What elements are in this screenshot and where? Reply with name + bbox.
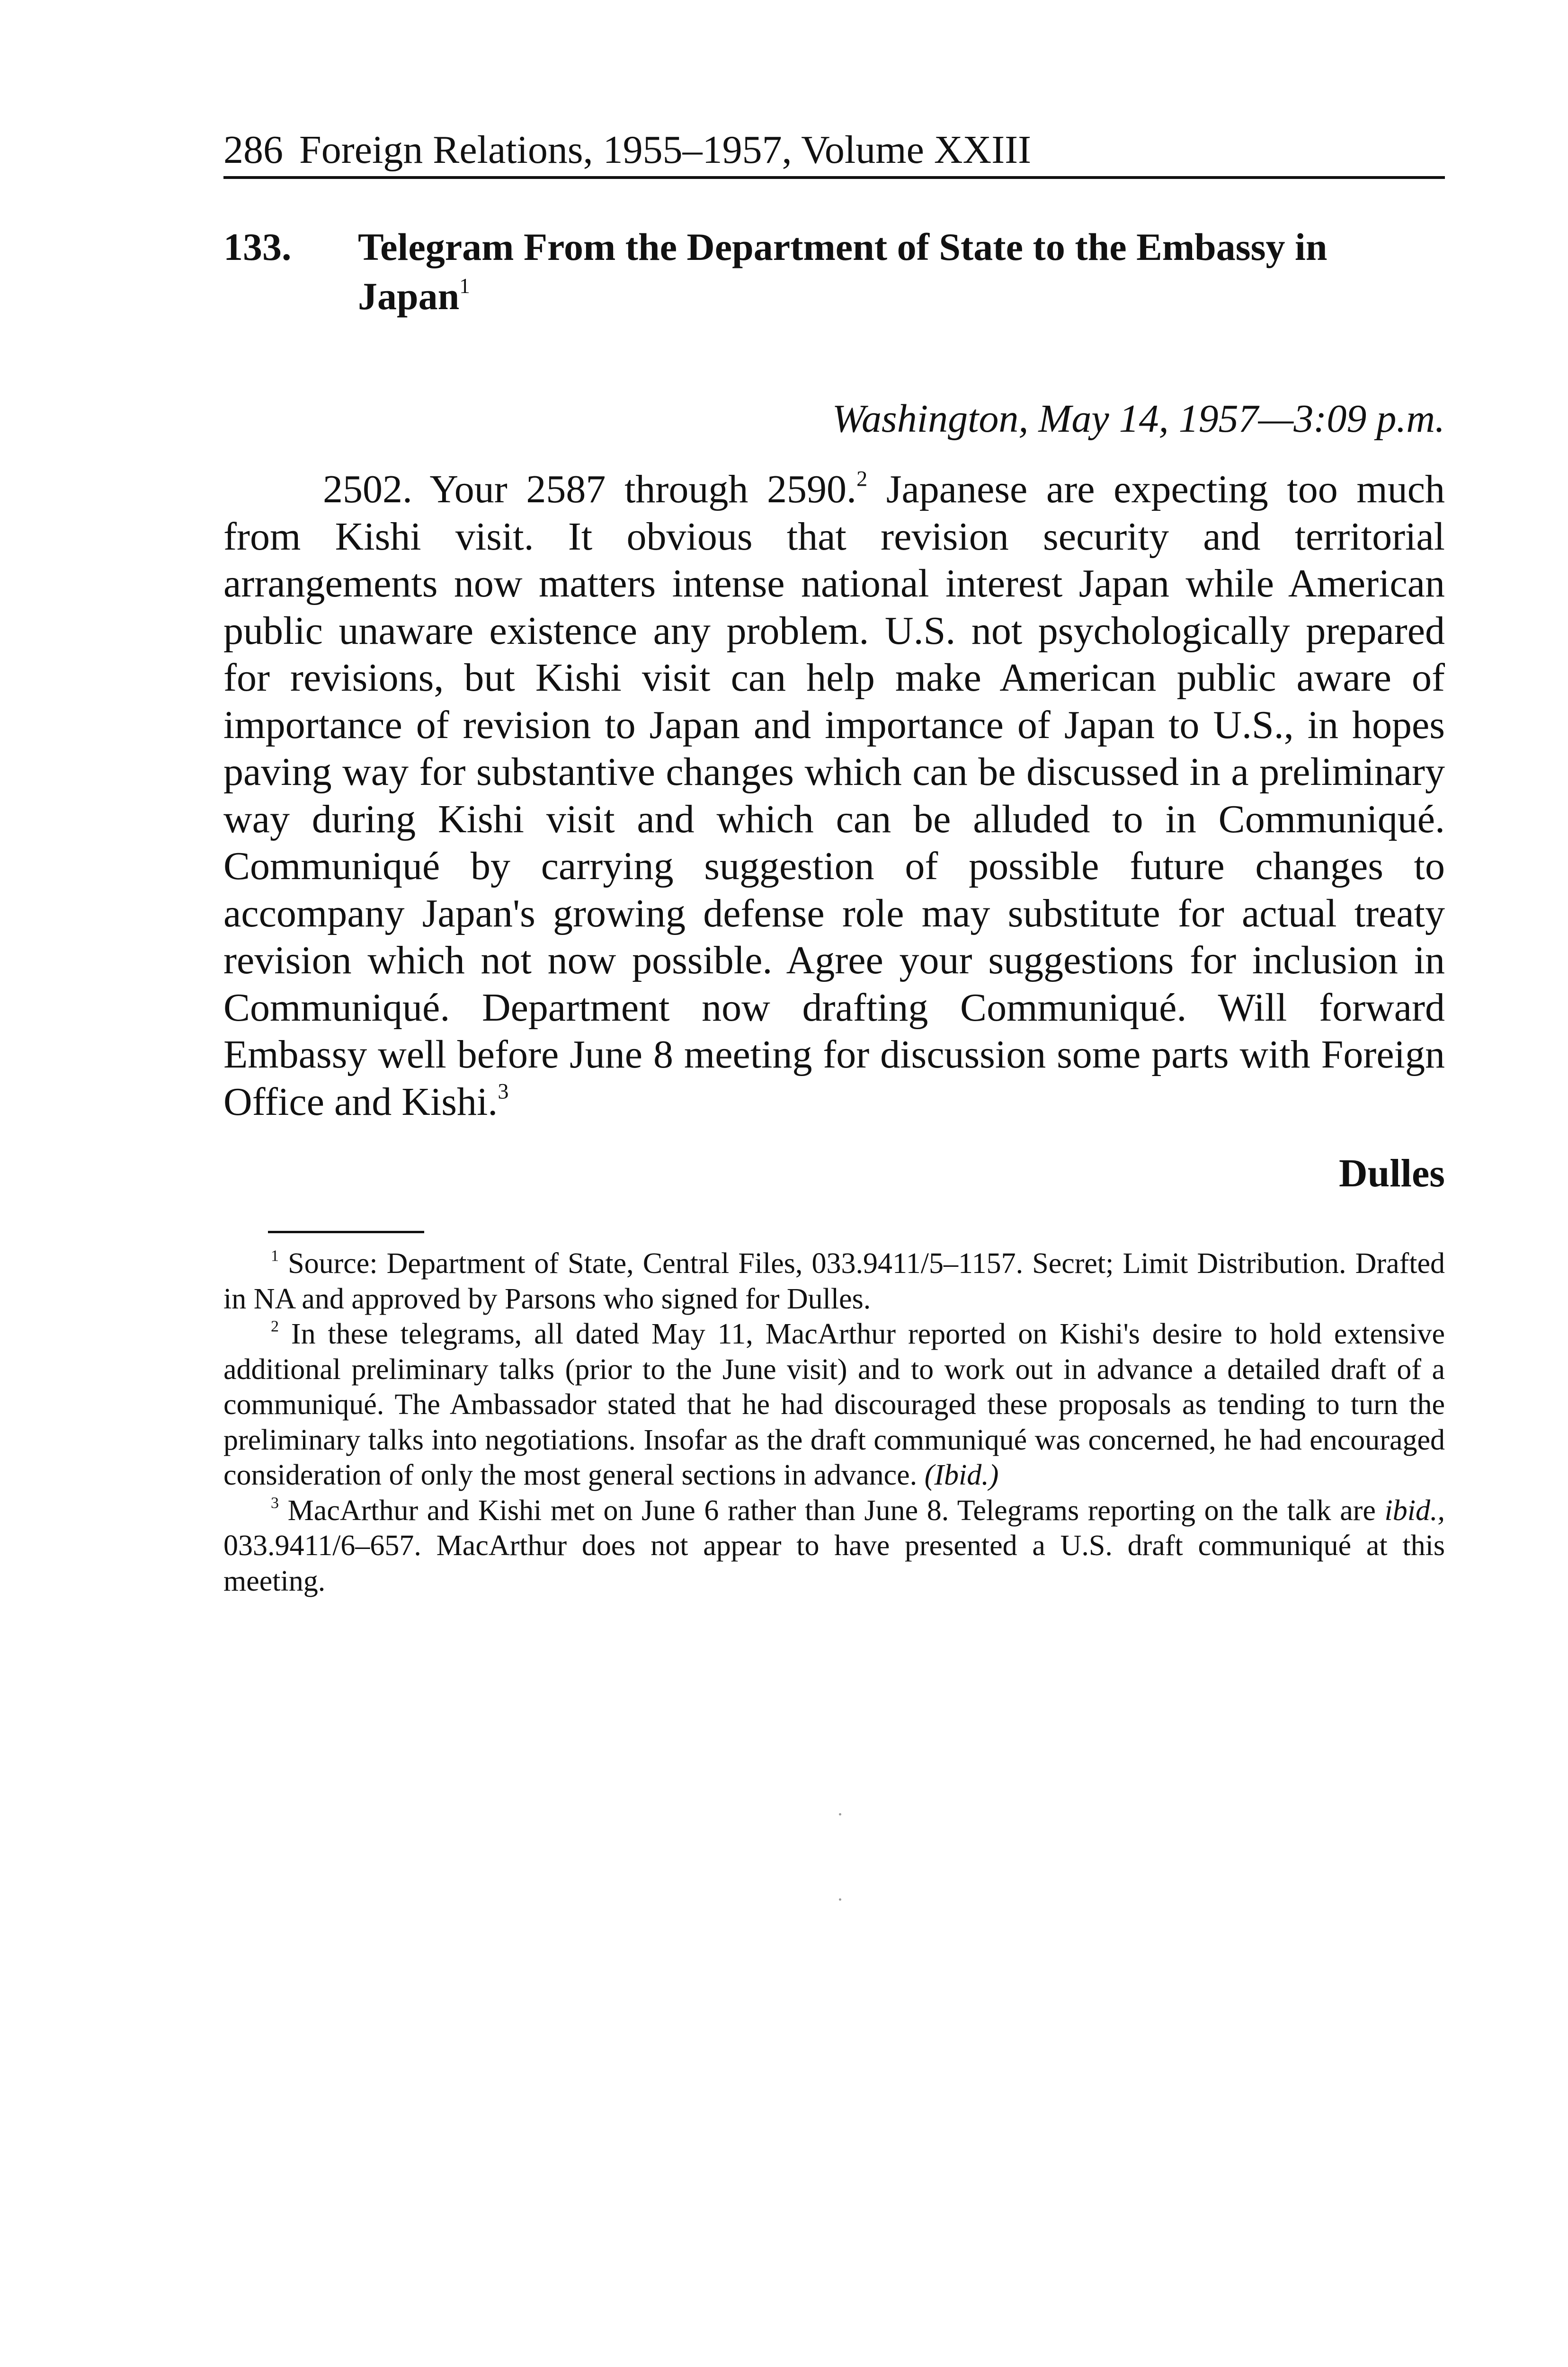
footnote-2-text: In these telegrams, all dated May 11, MacArthur reported on Kishi's desire to hold extensive additional preliminary talks (prior to the June visit) and to work out in advance a detailed draft of a communiqué. The Ambassador stated that he had discouraged these proposals as tending to turn the preliminary talks into negotiations. Insofar as the draft communiqué was concerned, he had encouraged consideration of only the most general sections in advance. [223, 1318, 1445, 1491]
footnote-3 [223, 1493, 1445, 1599]
running-head-rule [223, 176, 1445, 179]
scan-speck [839, 1813, 841, 1815]
document-title-text: Telegram From the Department of State to the Embassy in Japan [358, 225, 1327, 318]
dateline: Washington, May 14, 1957—3:09 p.m. [832, 397, 1445, 441]
running-head [223, 124, 1445, 176]
footnote-1-text: Source: Department of State, Central Files, 033.9411/5–1157. Secret; Limit Distribution. Drafted in NA and approved by Parsons who signed for Dulles. [223, 1247, 1445, 1315]
footnotes [223, 1246, 1445, 1599]
footnote-mark-1: 1 [271, 1247, 279, 1265]
series-title: Foreign Relations, 1955–1957, Volume XXIII [299, 128, 1032, 172]
scan-speck [839, 1898, 841, 1901]
document-title [358, 222, 1445, 321]
footnote-mark-2: 2 [271, 1317, 279, 1335]
signature: Dulles [1338, 1151, 1445, 1195]
footnote-3-text-b: 033.9411/6–657. MacArthur does not appear to have presented a U.S. draft communiqué at this meeting. [223, 1530, 1445, 1597]
footnote-2-ibid: (Ibid.) [924, 1459, 999, 1491]
footnote-2 [223, 1317, 1445, 1493]
footnote-ref-3: 3 [498, 1078, 509, 1103]
footnote-mark-3: 3 [271, 1494, 279, 1512]
body-text-part2: Japanese are expecting too much from Kishi visit. It obvious that revision security and territorial arrangements now matters intense national interest Japan while American public unaware existence any problem. U.S. not psychologically prepared for revisions, but Kishi visit can help make American public aware of importance of revision to Japan and importance of Japan to U.S., in hopes paving way for substantive changes which can be discussed in a preliminary way during Kishi visit and which can be alluded to in Communiqué. Communiqué by carrying suggestion of possible future changes to accompany Japan's growing defense role may substitute for actual treaty revision which not now possible. Agree your suggestions for inclusion in Communiqué. Department now drafting Communiqué. Will forward Embassy well before June 8 meeting for discussion some parts with Foreign Office and Kishi. [223, 467, 1445, 1124]
telegram-body [223, 466, 1445, 1125]
body-text-part1: 2502. Your 2587 through 2590. [323, 467, 857, 511]
footnote-1 [223, 1246, 1445, 1317]
footnote-ref-2: 2 [856, 466, 868, 491]
page-number: 286 [223, 128, 283, 172]
footnote-3-ibid: ibid., [1384, 1494, 1445, 1527]
footnote-3-text-a: MacArthur and Kishi met on June 6 rather than June 8. Telegrams reporting on the talk are [287, 1494, 1376, 1527]
footnote-rule [268, 1231, 424, 1233]
footnote-ref-1: 1 [459, 274, 470, 298]
document-number: 133. [223, 225, 292, 268]
